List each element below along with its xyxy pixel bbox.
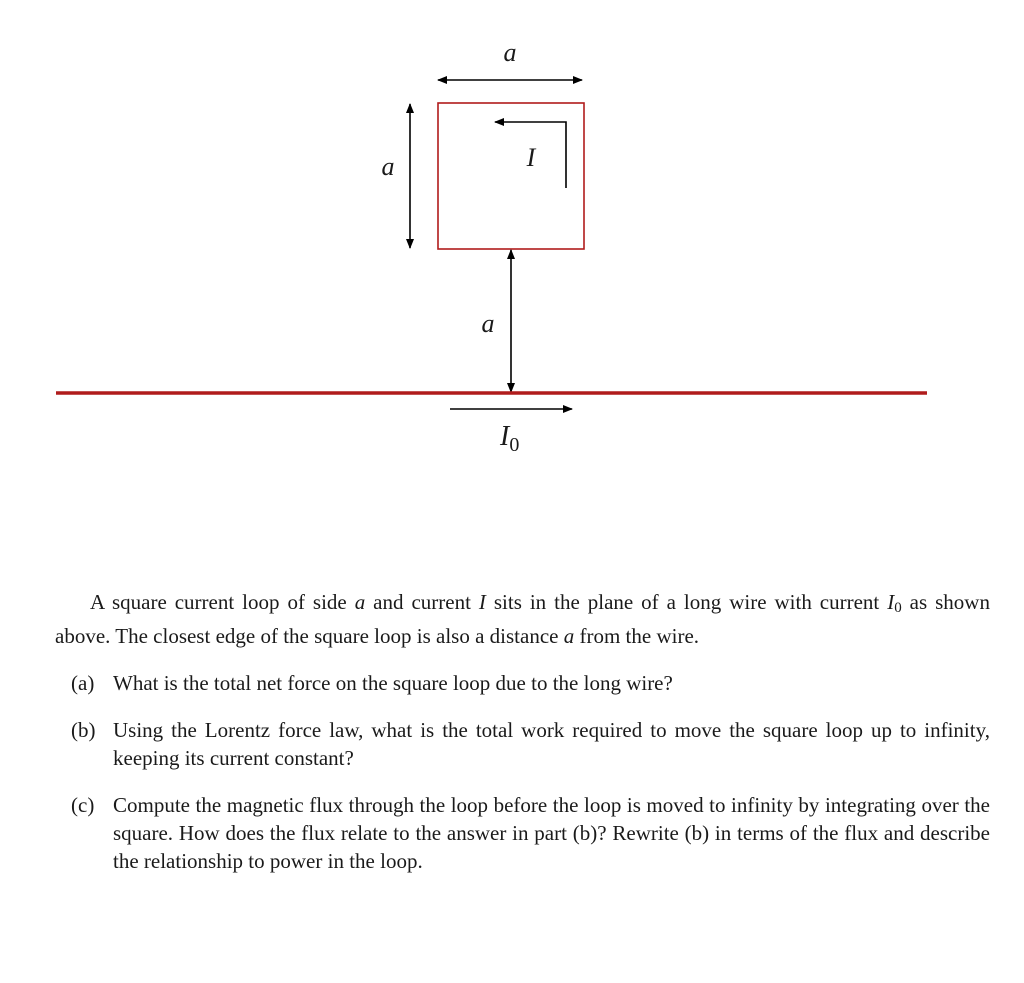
question-b-text: Using the Lorentz force law, what is the total work required to move the square loop up to infinity, keeping its current constant?: [113, 718, 990, 770]
question-c-text: Compute the magnetic flux through the loop before the loop is moved to infinity by integrating over the square. How does the flux relate to the answer in part (b)? Rewrite (b) in terms of the flux and describe the relationship to power in the loop.: [113, 793, 990, 873]
top-side-label: a: [503, 38, 517, 67]
intro-text-4: as shown above. The closest edge of the square loop is also a distance: [55, 590, 990, 648]
question-list: [55, 669, 990, 875]
square-current-loop: [438, 103, 584, 249]
wire-current-label: [499, 421, 519, 456]
intro-var-current: I: [478, 590, 486, 614]
question-b: [55, 716, 990, 772]
intro-var-distance: a: [563, 624, 575, 648]
question-c: [55, 791, 990, 875]
intro-text-5: from the wire.: [574, 624, 700, 648]
question-a-text: What is the total net force on the square loop due to the long wire?: [113, 671, 673, 695]
left-side-label: a: [381, 152, 395, 181]
question-c-label: (c): [71, 793, 95, 817]
intro-var-wire-current: I: [887, 590, 895, 614]
problem-statement: [55, 588, 990, 875]
gap-label: a: [481, 309, 495, 338]
intro-var-wire-current-sub: 0: [894, 600, 902, 616]
intro-text-2: and current: [365, 590, 479, 614]
wire-current-subscript: 0: [509, 434, 520, 456]
question-a-label: (a): [71, 671, 95, 695]
question-b-label: (b): [71, 718, 96, 742]
problem-intro: [55, 588, 990, 650]
intro-var-side: a: [354, 590, 366, 614]
intro-text-1: A square current loop of side: [90, 590, 355, 614]
loop-current-label: I: [526, 143, 536, 172]
wire-current-symbol: I: [500, 421, 510, 452]
intro-text-3: sits in the plane of a long wire with current: [485, 590, 888, 614]
question-a: [55, 669, 990, 697]
